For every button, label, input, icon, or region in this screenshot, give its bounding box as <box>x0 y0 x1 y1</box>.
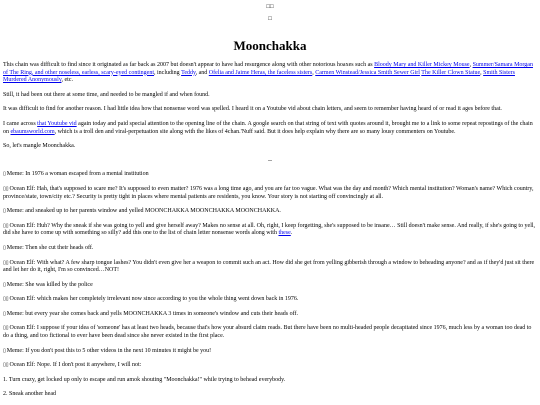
link-ofelia-jaime[interactable]: Ofelia and Jaime Heras, the faceless sisters <box>208 69 313 76</box>
dialogue-line <box>3 208 537 216</box>
intro-paragraph-3: It was difficult to find for another reason. I had little idea how that nonsense word was spelled. I heard it on a Youtube vid about chain letters, and seem to remember having heard of or read it ages before that. <box>3 106 502 113</box>
speaker-icon: ▯▯ <box>3 186 9 192</box>
speaker-icon: ▯ <box>3 311 6 317</box>
dialogue-line <box>3 348 537 356</box>
link-these[interactable]: these <box>278 230 291 237</box>
article-body <box>0 62 540 399</box>
broken-image-icon: □□ <box>266 4 274 10</box>
speaker-icon: ▯ <box>3 209 6 215</box>
dialogue-line <box>3 311 537 319</box>
broken-image-icon-2: □ <box>268 16 272 22</box>
dialogue-line <box>3 325 537 340</box>
dialogue-line <box>3 296 537 304</box>
text: again today and paid special attention to the opening line of the chain. A google search on that string of text with quotes around it, brought me to a link to some repeat repostings of the chain on <box>3 120 533 135</box>
header-icons <box>0 0 540 26</box>
speaker-icon: ▯▯ <box>3 363 9 369</box>
dialogue-text: Ocean Elf: which makes her completely irrelevant now since according to you the whole thing went down back in 1976. <box>9 296 299 303</box>
speaker-icon: ▯ <box>3 172 6 178</box>
intro-paragraph-1 <box>3 62 537 85</box>
dialogue-line <box>3 282 537 290</box>
intro-paragraph-4 <box>3 121 537 136</box>
dialogue-line <box>3 223 537 238</box>
dialogue-text: Ocean Elf: I suppose if your idea of 'someone' has at least two heads, because that's how your absurd claim reads. But there have been no multi-headed people decapitated since 1976, much less by a woman too dead to do a thing, and too fictional to ever have been dead since she never existed in the first place. <box>3 325 532 340</box>
link-youtube-vid[interactable]: that Youtube vid <box>37 120 77 127</box>
text: , etc. <box>61 77 73 84</box>
dialogue-text: Meme: If you don't post this to 5 other videos in the next 10 minutes it might be you! <box>6 347 212 354</box>
dialogue-text: Ocean Elf: Hah, that's supposed to scare me? It's supposed to even matter? 1976 was a long time ago, and you are far too vague. What was the day and month? Which mental institution? Woman's name? Which country, province/state, town/city etc.? Security is pretty tight in places where mental patients are residents, you know. Your story is not starting off convincingly at all. <box>3 185 534 200</box>
dialogue-line <box>3 362 537 370</box>
text: , <box>480 69 484 76</box>
page-title: Moonchakka <box>233 38 307 53</box>
text: , and <box>195 69 209 76</box>
speaker-icon: ▯ <box>3 245 6 251</box>
dialogue-line <box>3 245 537 253</box>
dialogue-list <box>3 171 537 370</box>
text: , including <box>154 69 182 76</box>
text: I came across <box>3 120 38 127</box>
text: , <box>312 69 316 76</box>
dialogue-text: Ocean Elf: With what? A few sharp tongue lashes? You didn't even give her a weapon to commit such an act. How did she get from yelling gibberish through a window to beheading anyone? and as if they'd just sit there and let her do it, right, I'm so convinced…NOT! <box>3 259 535 274</box>
dialogue-text: Meme: She was killed by the police <box>6 281 93 288</box>
numbered-list <box>3 377 537 399</box>
speaker-icon: ▯▯ <box>3 297 9 303</box>
dialogue-text: Meme: In 1976 a woman escaped from a mental institution <box>6 171 149 178</box>
speaker-icon: ▯ <box>3 282 6 288</box>
intro-paragraph-5: So, let's mangle Moonchakka. <box>3 143 76 150</box>
dialogue-line <box>3 260 537 275</box>
speaker-icon: ▯ <box>3 348 6 354</box>
link-teddy[interactable]: Teddy <box>181 69 196 76</box>
link-killer-clown[interactable]: The Killer Clown Statue <box>421 69 481 76</box>
link-carmen-winstead[interactable]: Carmen Winstead/Jessica Smith Sewer Girl <box>315 69 420 76</box>
text: This chain was difficult to find since it originated as far back as 2007 but doesn't appear to have had resurgence along with other notorious hoaxes such as <box>3 62 375 68</box>
dialogue-text: Meme: Then she cut their heads off. <box>6 244 94 251</box>
link-smith-sisters[interactable]: Smith Sisters Murdered Anonymously <box>3 69 515 84</box>
text: , which is a troll den and viral-perpetuation site along with the likes of 4chan.'Nuff said. But it does help explain why there are so many lousy commenters on Youtube. <box>54 128 456 135</box>
dialogue-line <box>3 171 537 179</box>
intro-paragraph-2: Still, it had been out there at some time, and needed to be mangled if and when found. <box>3 91 210 98</box>
link-ebaumsworld[interactable]: ebaumsworld.com <box>10 128 55 135</box>
speaker-icon: ▯▯ <box>3 326 9 332</box>
text: , <box>469 62 473 68</box>
separator: -- <box>268 157 272 164</box>
dialogue-line <box>3 186 537 201</box>
list-item: 2. Sneak another head <box>3 391 56 398</box>
list-item: 1. Turn crazy, get locked up only to escape and run amok shouting "Moonchakka!" while trying to behead everybody. <box>3 376 286 383</box>
dialogue-text: Meme: but every year she comes back and yells MOONCHAKKA 3 times in someone's window and cuts their heads off. <box>6 310 299 317</box>
dialogue-text: Meme: and sneaked up to her parents window and yelled MOONCHAKKA MOONCHAKKA MOONCHAKKA. <box>6 208 281 215</box>
link-bloody-mary[interactable]: Bloody Mary and Killer Mickey Mouse <box>374 62 470 68</box>
speaker-icon: ▯▯ <box>3 223 9 229</box>
dialogue-text: Ocean Elf: Huh? Why the sneak if she was going to yell and give herself away? Makes no sense at all. Oh, right, I keep forgetting, she's supposed to be insane… Still doesn't make sense. And really, if she's going to yell, did she have to come up with something so silly? add this one to the list of chain letter nonsense words along with <box>3 222 536 237</box>
speaker-icon: ▯▯ <box>3 260 9 266</box>
text: . <box>290 230 293 237</box>
link-samara[interactable]: Summer/Samara Morgan of The Ring, and other noseless, earless, scary-eyed contingent <box>3 62 533 76</box>
dialogue-text: Ocean Elf: Nope. If I don't post it anywhere, I will not: <box>9 362 142 369</box>
